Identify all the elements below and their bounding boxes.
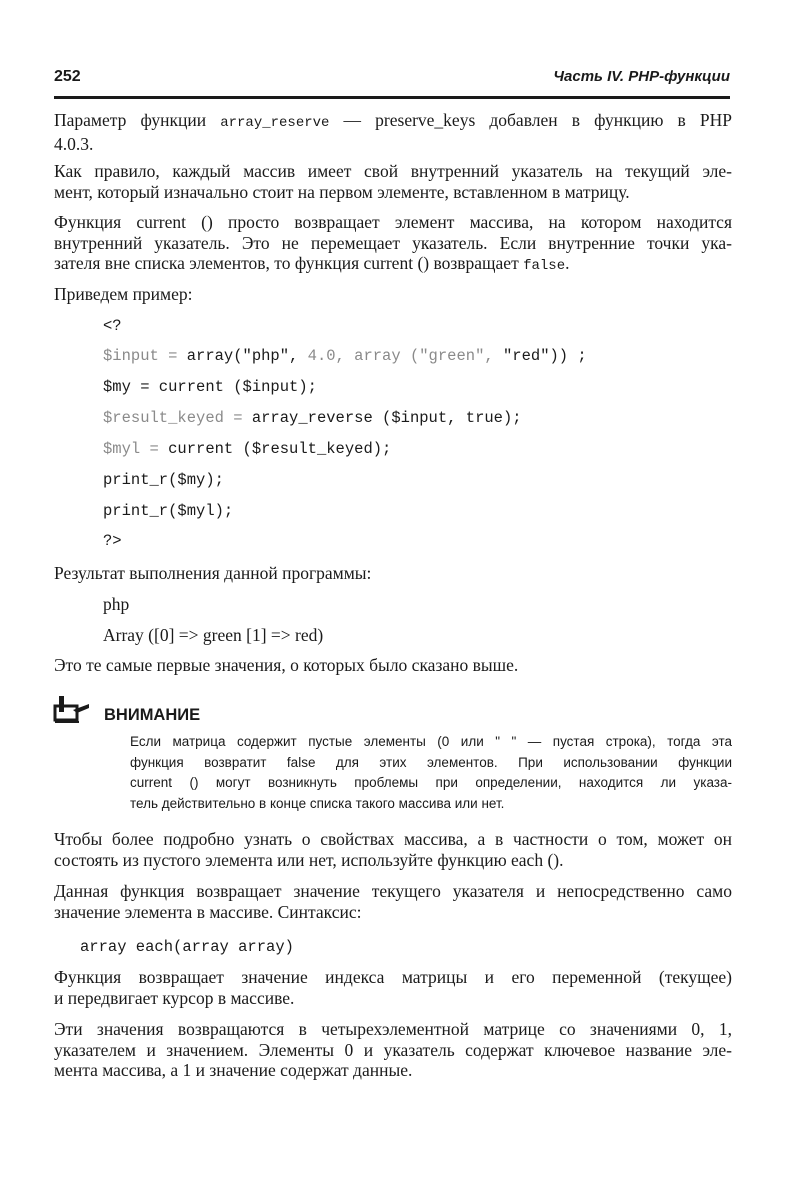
paragraph-pointer: Как правило, каждый массив имеет свой внутренний указатель на текущий эле- мент, который изначально стоит на первом элементе, вставленном в матрицу. (54, 161, 732, 202)
code-line: print_r($my); (103, 471, 224, 489)
paragraph-example-intro: Приведем пример: (54, 284, 193, 304)
note-title: ВНИМАНИЕ (104, 706, 201, 724)
page-number: 252 (54, 68, 81, 85)
code-line: $input = array("php", 4.0, array ("green", "red")) ; (103, 347, 587, 365)
paragraph-each-intro: Чтобы более подробно узнать о свойствах массива, а в частности о том, может он состоять из пустого элемента или нет, используйте функцию each (). (54, 829, 732, 870)
paragraph-each-values: Эти значения возвращаются в четырехэлементной матрице со значениями 0, 1, указателем и значением. Элементы 0 и указатель содержат ключевое название эле- мента массива, а 1 и значение содержат данные. (54, 1019, 732, 1080)
output-line: php (103, 594, 130, 614)
syntax-line: array each(array array) (80, 938, 294, 956)
code-line: $myl = current ($result_keyed); (103, 440, 392, 458)
page-header (54, 66, 730, 88)
paragraph-reserve: Параметр функции array_reserve — preserve_keys добавлен в функцию в PHP 4.0.3. (54, 110, 732, 154)
paragraph-result-after: Это те самые первые значения, о которых было сказано выше. (54, 655, 519, 675)
paragraph-each-desc: Данная функция возвращает значение текущего указателя и непосредственно само значение элемента в массиве. Синтаксис: (54, 881, 732, 922)
header-rule (54, 96, 730, 99)
note-text: Если матрица содержит пустые элементы (0 или " " — пустая строка), тогда эта функция возвратит false для этих элементов. При использовании функции current () могут возникнуть проблемы при определении, находится ли указа- тель действительно в конце списка такого массива или нет. (130, 734, 732, 811)
code-line: ?> (103, 532, 122, 550)
paragraph-result-intro: Результат выполнения данной программы: (54, 563, 372, 583)
code-line: print_r($myl); (103, 502, 234, 520)
code-line: $my = current ($input); (103, 378, 317, 396)
code-line: $result_keyed = array_reverse ($input, true); (103, 409, 522, 427)
code-line: <? (103, 317, 122, 335)
hand-pointer-icon (53, 694, 93, 724)
running-head: Часть IV. PHP-функции (553, 68, 730, 85)
paragraph-each-return: Функция возвращает значение индекса матрицы и его переменной (текущее) и передвигает курсор в массиве. (54, 967, 732, 1008)
output-line: Array ([0] => green [1] => red) (103, 625, 324, 645)
paragraph-current: Функция current () просто возвращает элемент массива, на котором находится внутренний указатель. Это не перемещает указатель. Если внутренние точки ука- зателя вне списка элементов, то функция current () возвращает false. (54, 212, 732, 274)
